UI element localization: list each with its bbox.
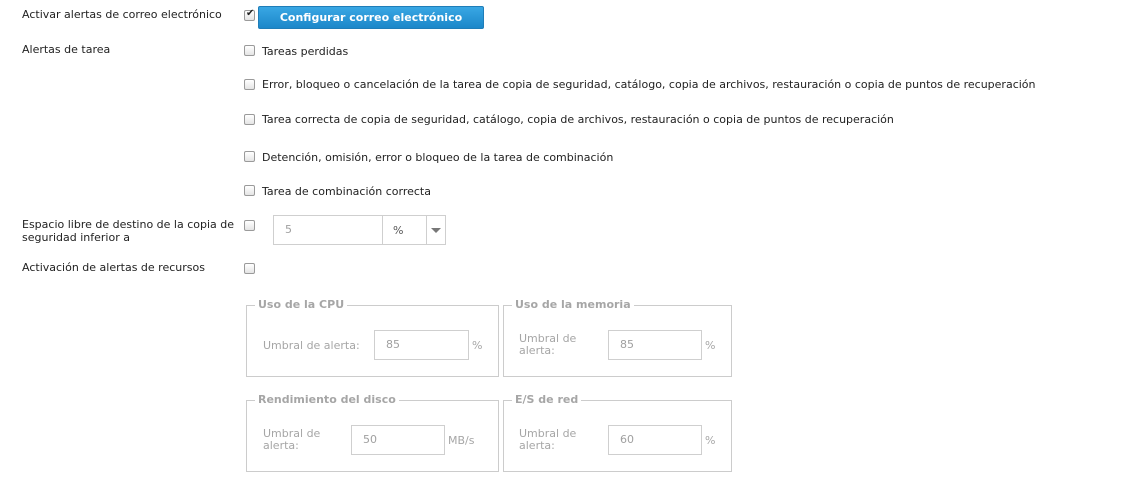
job-alerts-label: Alertas de tarea <box>22 43 111 56</box>
network-io-title: E/S de red <box>512 393 581 406</box>
backup-failure-label: Error, bloqueo o cancelación de la tarea de copia de seguridad, catálogo, copia de archivos, restauración o copia de puntos de recuperación <box>262 78 1036 91</box>
memory-unit: % <box>705 339 716 352</box>
disk-throughput-title: Rendimiento del disco <box>255 393 399 406</box>
disk-throughput-group <box>246 393 499 472</box>
backup-success-label: Tarea correcta de copia de seguridad, catálogo, copia de archivos, restauración o copia de puntos de recuperación <box>262 113 894 126</box>
cpu-unit: % <box>472 339 483 352</box>
email-alerts-label: Activar alertas de correo electrónico <box>22 8 222 21</box>
missed-jobs-checkbox[interactable] <box>244 45 255 56</box>
configure-email-button[interactable]: Configurar correo electrónico <box>258 6 484 29</box>
disk-threshold-label-line2: alerta: <box>263 439 299 452</box>
memory-threshold-input[interactable]: 85 <box>608 330 702 360</box>
memory-usage-group <box>503 298 732 377</box>
merge-failure-label: Detención, omisión, error o bloqueo de la tarea de combinación <box>262 151 614 164</box>
free-space-label-line2: seguridad inferior a <box>22 231 130 244</box>
merge-success-label: Tarea de combinación correcta <box>262 185 431 198</box>
disk-unit: MB/s <box>448 434 475 447</box>
network-unit: % <box>705 434 716 447</box>
cpu-usage-group <box>246 298 499 377</box>
chevron-down-icon[interactable] <box>431 228 441 233</box>
memory-usage-title: Uso de la memoria <box>512 298 634 311</box>
disk-threshold-input[interactable]: 50 <box>351 425 445 455</box>
merge-success-checkbox[interactable] <box>244 185 255 196</box>
free-space-checkbox[interactable] <box>244 220 255 231</box>
backup-failure-checkbox[interactable] <box>244 79 255 90</box>
free-space-label-line1: Espacio libre de destino de la copia de <box>22 218 235 231</box>
network-threshold-label-line1: Umbral de <box>519 427 577 440</box>
cpu-threshold-label: Umbral de alerta: <box>263 339 360 352</box>
missed-jobs-label: Tareas perdidas <box>262 45 349 58</box>
free-space-unit-value: % <box>393 224 404 237</box>
network-threshold-label-line2: alerta: <box>519 439 555 452</box>
backup-success-checkbox[interactable] <box>244 114 255 125</box>
email-alerts-checkbox[interactable] <box>244 10 255 21</box>
resource-alerts-label: Activación de alertas de recursos <box>22 261 205 274</box>
dropdown-divider <box>426 216 427 244</box>
free-space-unit-select[interactable] <box>382 215 446 245</box>
disk-threshold-label-line1: Umbral de <box>263 427 321 440</box>
free-space-input[interactable]: 5 <box>273 215 383 245</box>
cpu-usage-title: Uso de la CPU <box>255 298 347 311</box>
resource-alerts-checkbox[interactable] <box>244 263 255 274</box>
merge-failure-checkbox[interactable] <box>244 151 255 162</box>
memory-threshold-label-line1: Umbral de <box>519 332 577 345</box>
network-threshold-input[interactable]: 60 <box>608 425 702 455</box>
memory-threshold-label-line2: alerta: <box>519 344 555 357</box>
cpu-threshold-input[interactable]: 85 <box>374 330 469 360</box>
network-io-group <box>503 393 732 472</box>
